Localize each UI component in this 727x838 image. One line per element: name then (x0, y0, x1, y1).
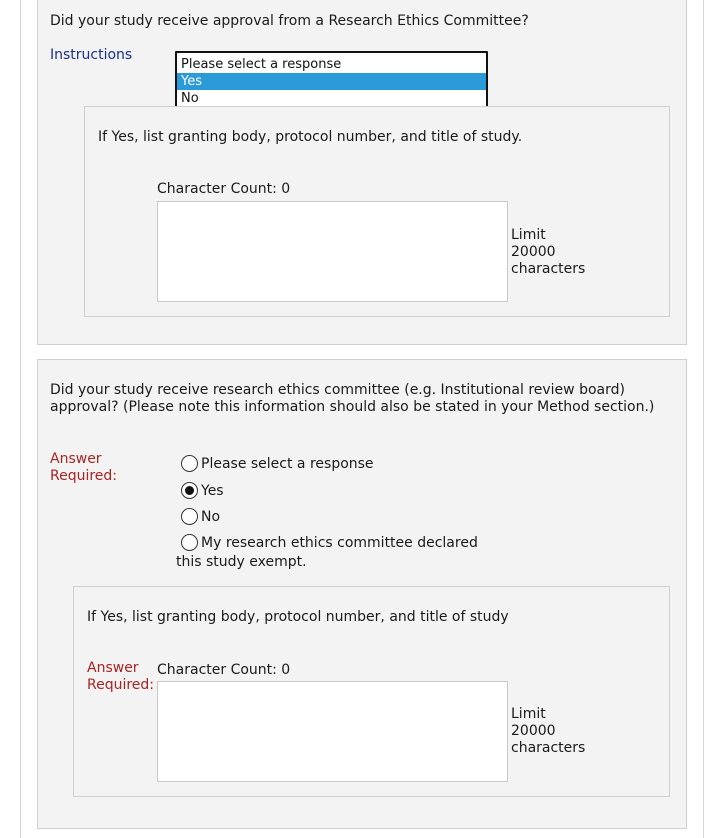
irb-character-limit-note (511, 706, 585, 757)
listbox-option-yes[interactable]: Yes (177, 73, 486, 90)
required-line-2: Required: (50, 468, 118, 484)
limit-unit: characters (511, 740, 586, 756)
instructions-link[interactable]: Instructions (50, 47, 133, 63)
ethics-approval-listbox[interactable] (175, 51, 488, 109)
question-line-1: Did your study receive research ethics committee (e.g. Institutional review board) (50, 382, 625, 398)
required-line-2: Required: (87, 677, 155, 693)
listbox-option-no[interactable]: No (181, 91, 199, 106)
limit-label: Limit (511, 706, 546, 722)
radio-button[interactable] (181, 508, 198, 525)
radio-label: Yes (201, 483, 224, 499)
limit-unit: characters (511, 261, 586, 277)
limit-value: 20000 (511, 244, 556, 260)
required-line-1: Answer (50, 451, 102, 467)
question-line-2: approval? (Please note this information should also be stated in your Method section.) (50, 399, 655, 415)
answer-required-label (50, 451, 117, 485)
listbox-option-placeholder[interactable]: Please select a response (181, 57, 342, 72)
question-ethics-approval: Did your study receive approval from a Research Ethics Committee? (50, 13, 529, 29)
radio-button-checked[interactable] (181, 482, 198, 499)
irb-answer-required-label (87, 660, 154, 694)
radio-label: No (201, 509, 221, 525)
irb-details-textarea[interactable] (157, 681, 508, 782)
irb-character-count: Character Count: 0 (157, 662, 291, 678)
radio-button[interactable] (181, 455, 198, 472)
limit-label: Limit (511, 227, 546, 243)
radio-label: My research ethics committee declared (201, 535, 478, 551)
character-count: Character Count: 0 (157, 181, 291, 197)
question-irb-approval (50, 382, 654, 416)
limit-value: 20000 (511, 723, 556, 739)
required-line-1: Answer (87, 660, 139, 676)
radio-label-wrap: this study exempt. (176, 554, 307, 570)
details-textarea[interactable] (157, 201, 508, 302)
character-limit-note (511, 227, 585, 278)
radio-button[interactable] (181, 534, 198, 551)
details-prompt: If Yes, list granting body, protocol number, and title of study. (98, 129, 523, 145)
irb-details-prompt: If Yes, list granting body, protocol number, and title of study (87, 609, 509, 625)
radio-label: Please select a response (201, 456, 374, 472)
